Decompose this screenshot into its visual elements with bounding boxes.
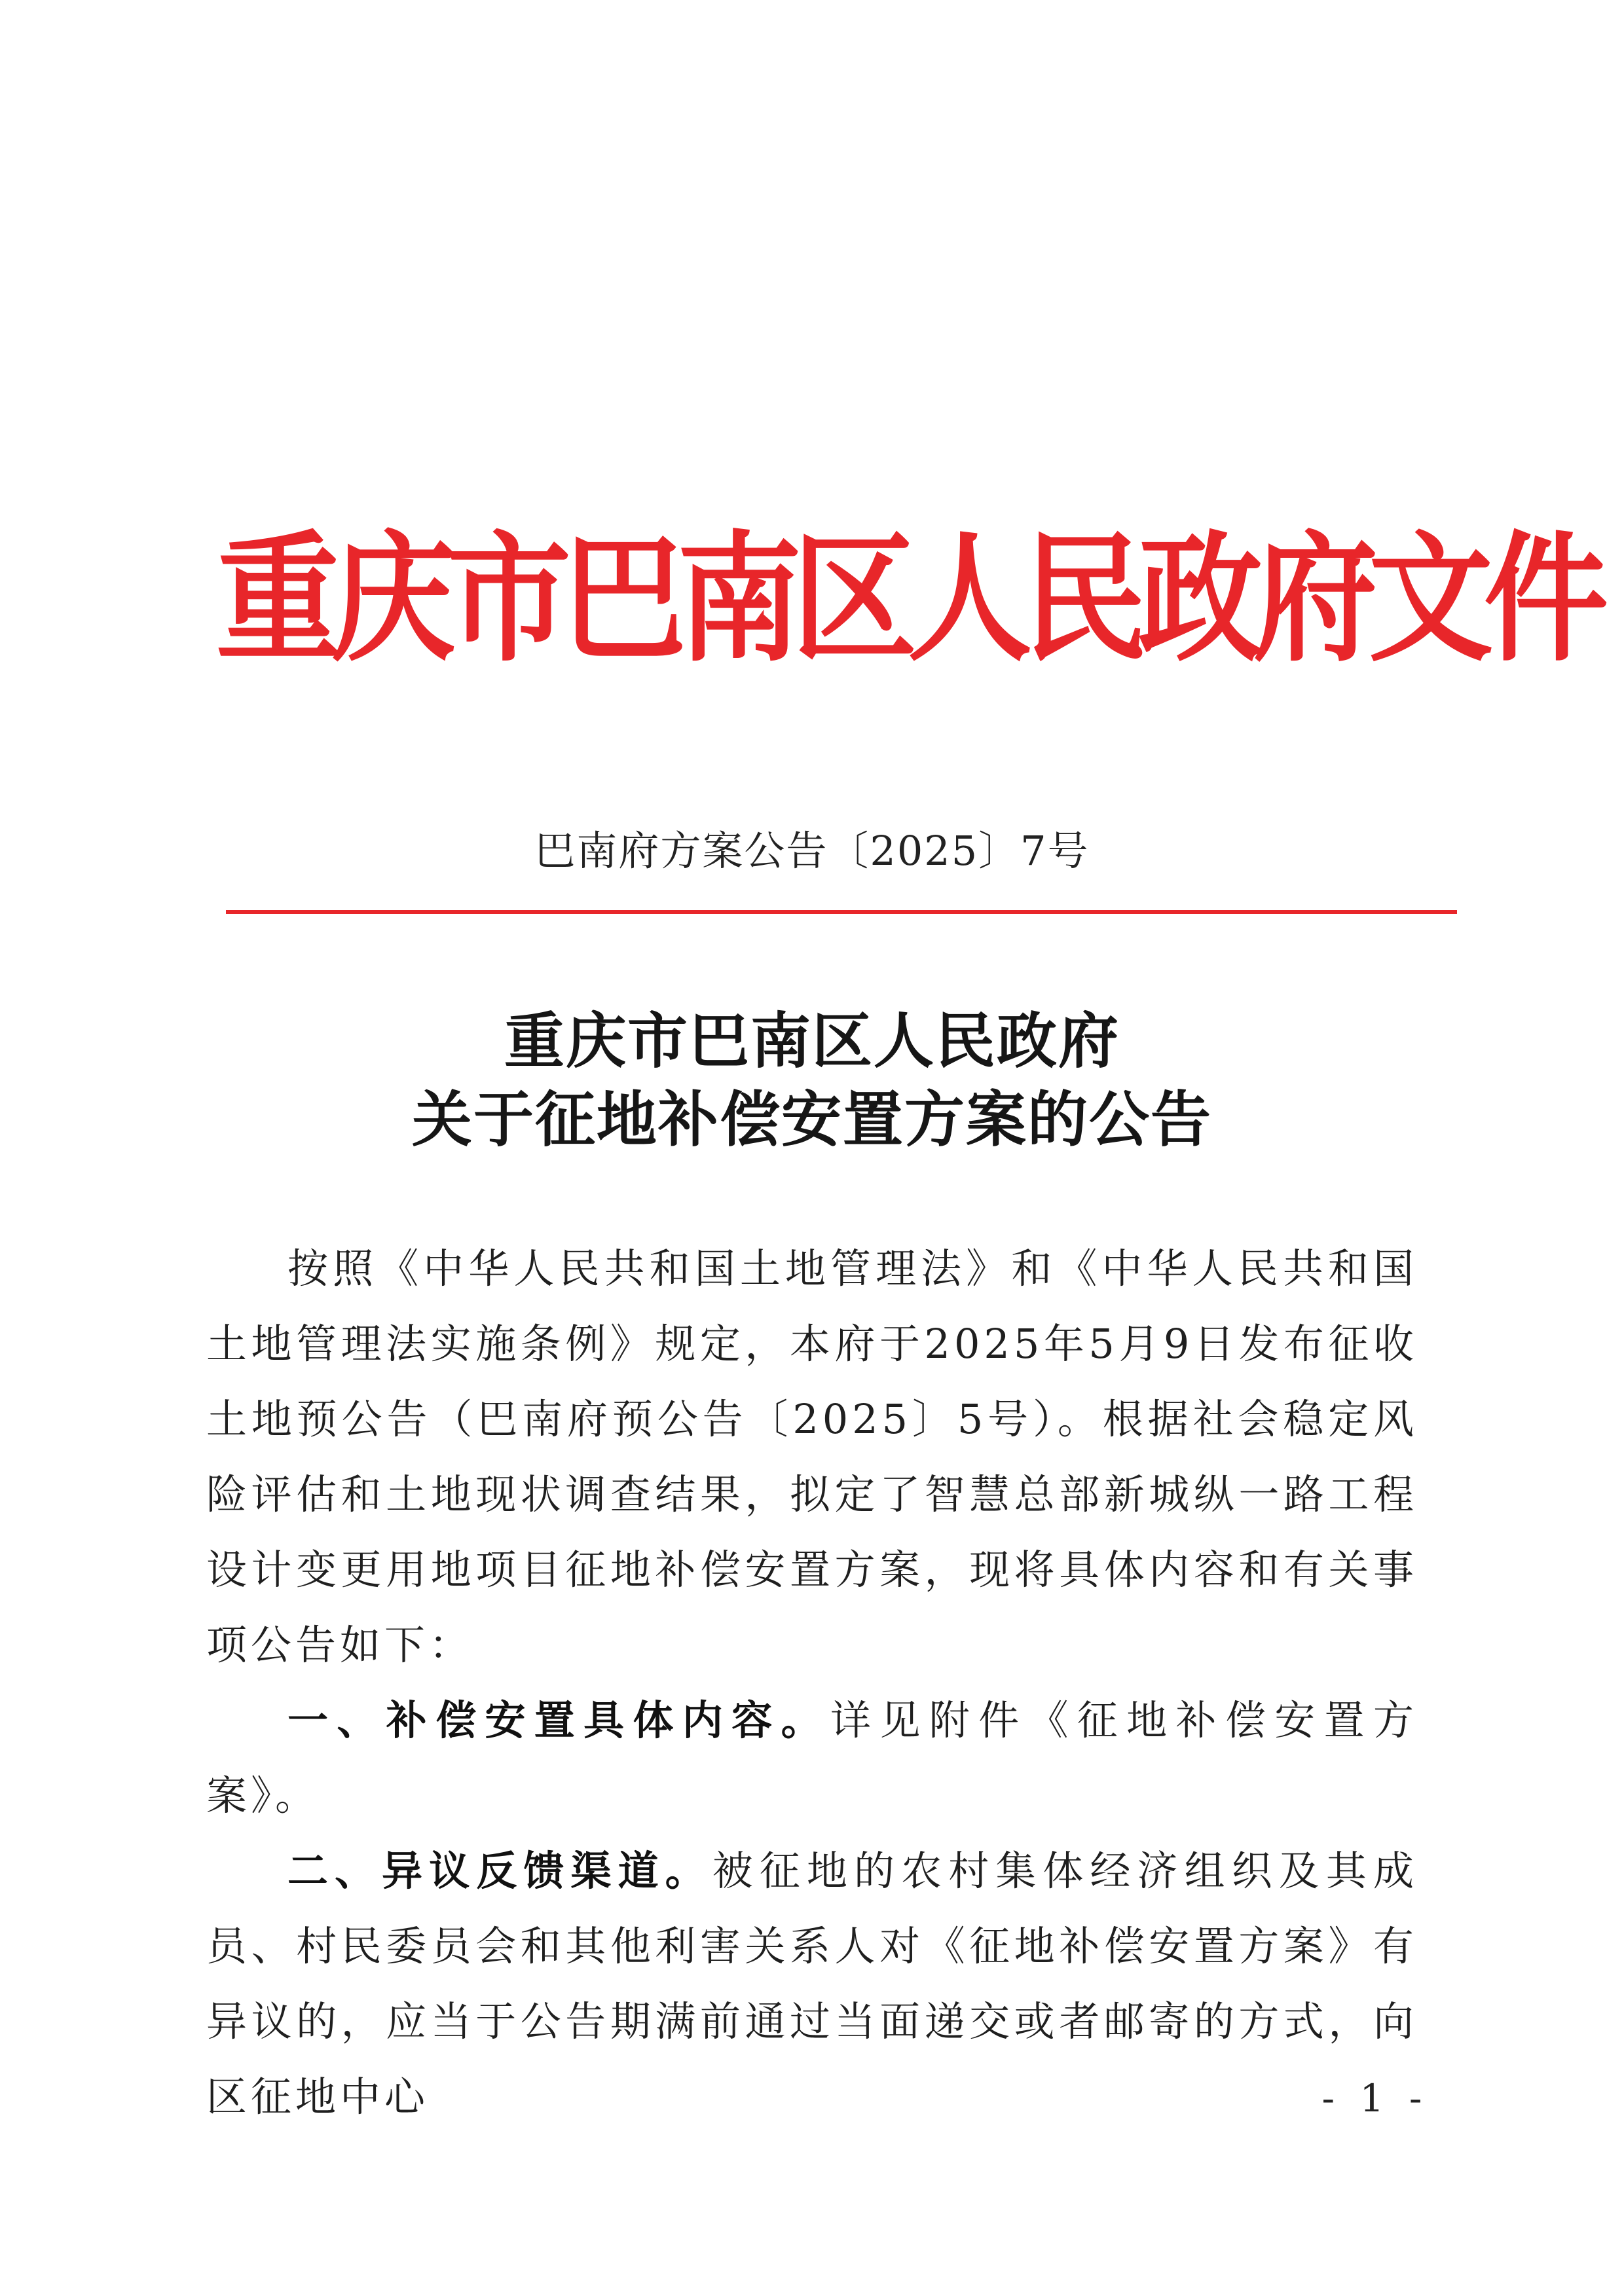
section-2-text: 被征地的农村集体经济组织及其成员、村民委员会和其他利害关系人对《征地补偿安置方案》有异议的，应当于公告期满前通过当面递交或者邮寄的方式，向区征地中心 (206, 1847, 1418, 2121)
section-1-heading: 一、补偿安置具体内容。 (287, 1696, 830, 1744)
section-2-paragraph (206, 1833, 1418, 2134)
section-1-paragraph (206, 1683, 1418, 1833)
document-number: 巴南府方案公告〔2025〕7号 (534, 827, 1090, 875)
section-1-text: 详见附件《征地补偿安置方案》。 (206, 1696, 1418, 1819)
intro-paragraph: 按照《中华人民共和国土地管理法》和《中华人民共和国土地管理法实施条例》规定，本府于2025年5月9日发布征收土地预公告（巴南府预公告〔2025〕5号）。根据社会稳定风险评估和土地现状调查结果，拟定了智慧总部新城纵一路工程设计变更用地项目征地补偿安置方案，现将具体内容和有关事项公告如下： (206, 1245, 1418, 1669)
section-2-heading: 二、异议反馈渠道。 (287, 1847, 712, 1895)
document-body (206, 1231, 1418, 2134)
red-divider-line (226, 910, 1457, 914)
document-title-line-2: 关于征地补偿安置方案的公告 (411, 1084, 1212, 1155)
masthead-title: 重庆市巴南区人民政府文件 (216, 517, 1600, 681)
page-number: - 1 - (1321, 2076, 1429, 2121)
document-title-line-1: 重庆市巴南区人民政府 (504, 1006, 1120, 1076)
